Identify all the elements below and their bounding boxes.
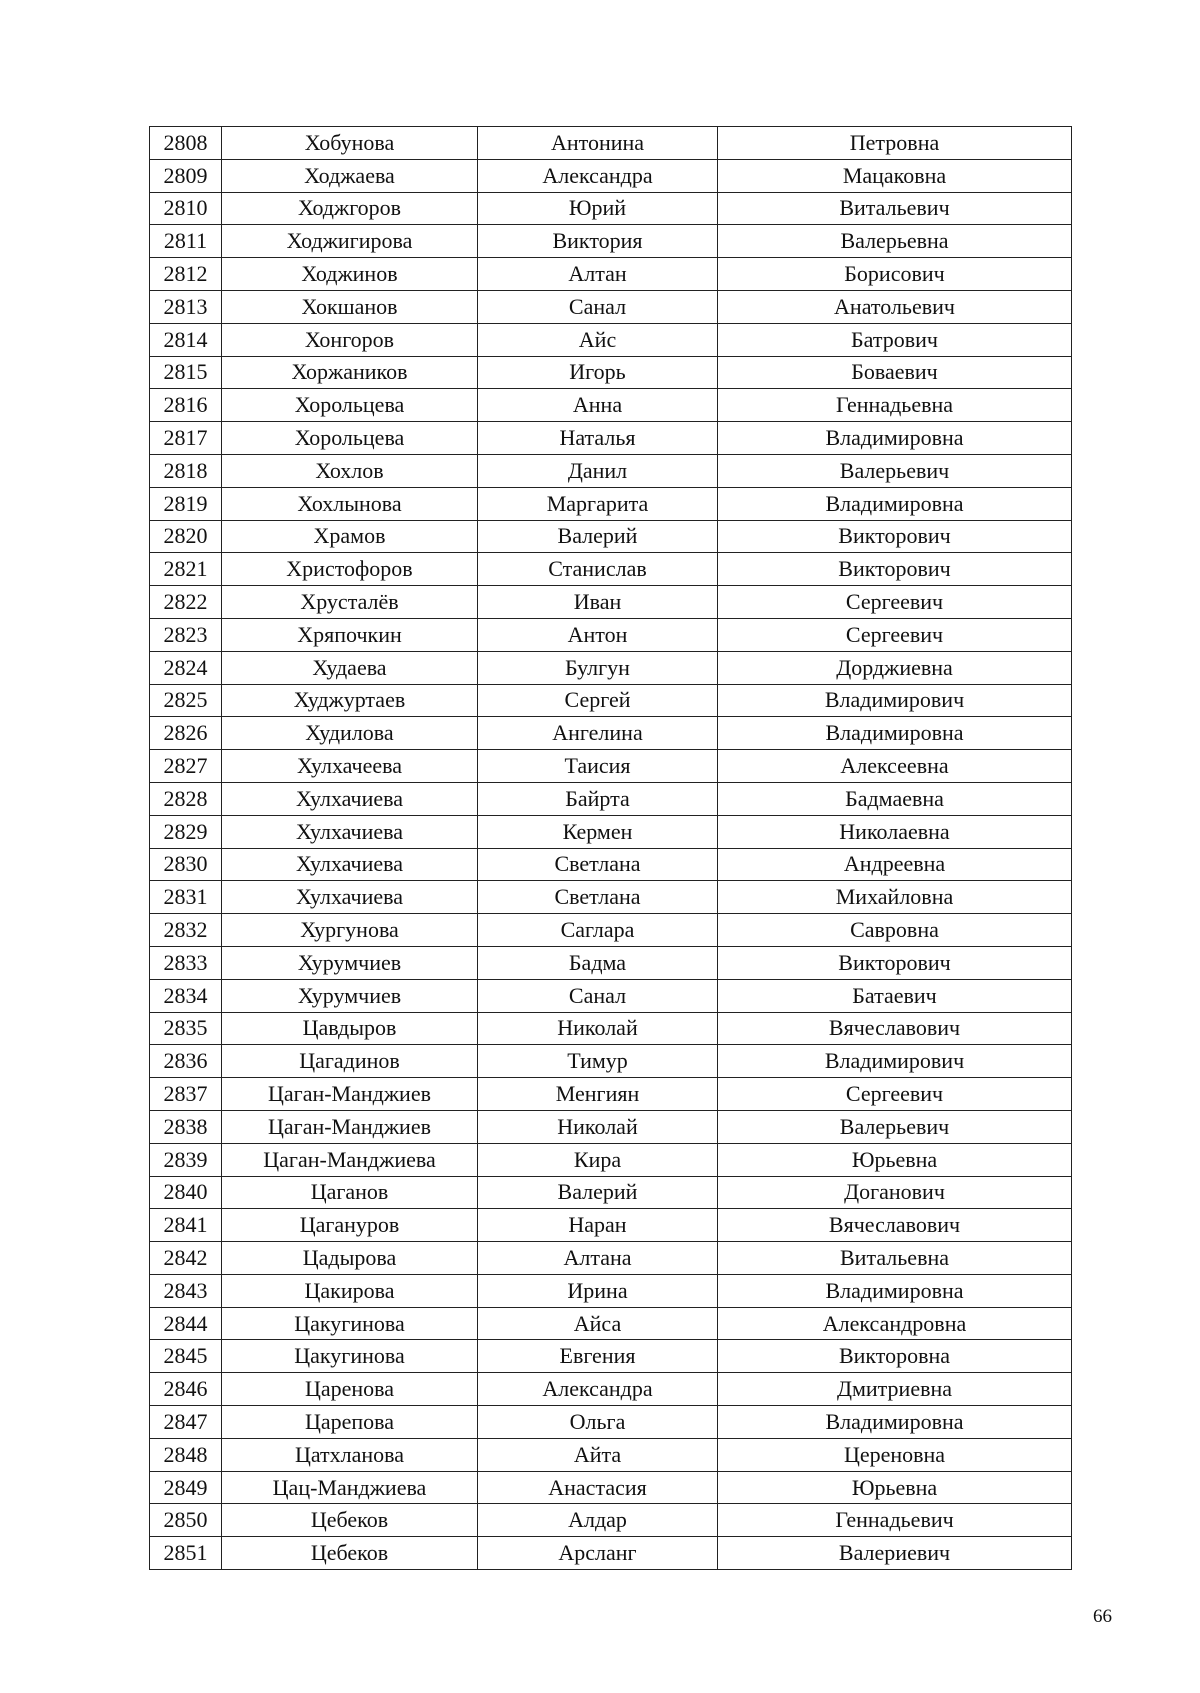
first-name-cell: Айта	[478, 1438, 718, 1471]
last-name-cell: Хулхачиева	[222, 782, 478, 815]
patronymic-cell: Михайловна	[718, 881, 1072, 914]
table-row	[150, 750, 1072, 783]
row-number-cell: 2839	[150, 1143, 222, 1176]
first-name-cell: Светлана	[478, 848, 718, 881]
row-number-cell: 2840	[150, 1176, 222, 1209]
last-name-cell: Цаганов	[222, 1176, 478, 1209]
patronymic-cell: Сергеевич	[718, 1078, 1072, 1111]
first-name-cell: Айса	[478, 1307, 718, 1340]
table-row	[150, 815, 1072, 848]
first-name-cell: Виктория	[478, 225, 718, 258]
patronymic-cell: Витальевна	[718, 1242, 1072, 1275]
table-row	[150, 1209, 1072, 1242]
first-name-cell: Маргарита	[478, 487, 718, 520]
first-name-cell: Наталья	[478, 422, 718, 455]
table-row	[150, 1504, 1072, 1537]
patronymic-cell: Юрьевна	[718, 1143, 1072, 1176]
table-row	[150, 454, 1072, 487]
row-number-cell: 2825	[150, 684, 222, 717]
table-row	[150, 586, 1072, 619]
last-name-cell: Цебеков	[222, 1504, 478, 1537]
table-row	[150, 422, 1072, 455]
patronymic-cell: Владимировна	[718, 487, 1072, 520]
row-number-cell: 2823	[150, 618, 222, 651]
last-name-cell: Христофоров	[222, 553, 478, 586]
row-number-cell: 2848	[150, 1438, 222, 1471]
table-row	[150, 979, 1072, 1012]
table-row	[150, 1373, 1072, 1406]
table-row	[150, 487, 1072, 520]
last-name-cell: Царенова	[222, 1373, 478, 1406]
first-name-cell: Анна	[478, 389, 718, 422]
last-name-cell: Хулхачиева	[222, 815, 478, 848]
row-number-cell: 2847	[150, 1406, 222, 1439]
last-name-cell: Худаева	[222, 651, 478, 684]
row-number-cell: 2824	[150, 651, 222, 684]
patronymic-cell: Владимировна	[718, 1274, 1072, 1307]
last-name-cell: Цакугинова	[222, 1307, 478, 1340]
row-number-cell: 2822	[150, 586, 222, 619]
first-name-cell: Байрта	[478, 782, 718, 815]
patronymic-cell: Валериевич	[718, 1537, 1072, 1570]
table-row	[150, 1110, 1072, 1143]
patronymic-cell: Юрьевна	[718, 1471, 1072, 1504]
row-number-cell: 2850	[150, 1504, 222, 1537]
table-row	[150, 881, 1072, 914]
patronymic-cell: Владимировна	[718, 422, 1072, 455]
first-name-cell: Кермен	[478, 815, 718, 848]
first-name-cell: Юрий	[478, 192, 718, 225]
table-row	[150, 159, 1072, 192]
last-name-cell: Ходжигирова	[222, 225, 478, 258]
patronymic-cell: Владимирович	[718, 1045, 1072, 1078]
row-number-cell: 2813	[150, 290, 222, 323]
patronymic-cell: Геннадьевич	[718, 1504, 1072, 1537]
last-name-cell: Цац-Манджиева	[222, 1471, 478, 1504]
patronymic-cell: Викторович	[718, 946, 1072, 979]
row-number-cell: 2844	[150, 1307, 222, 1340]
patronymic-cell: Валерьевич	[718, 1110, 1072, 1143]
first-name-cell: Бадма	[478, 946, 718, 979]
last-name-cell: Храмов	[222, 520, 478, 553]
last-name-cell: Хобунова	[222, 127, 478, 160]
row-number-cell: 2830	[150, 848, 222, 881]
table-row	[150, 258, 1072, 291]
patronymic-cell: Николаевна	[718, 815, 1072, 848]
last-name-cell: Хрусталёв	[222, 586, 478, 619]
row-number-cell: 2835	[150, 1012, 222, 1045]
table-row	[150, 848, 1072, 881]
last-name-cell: Цаган-Манджиев	[222, 1078, 478, 1111]
row-number-cell: 2811	[150, 225, 222, 258]
row-number-cell: 2829	[150, 815, 222, 848]
roster-table-body	[150, 127, 1072, 1570]
patronymic-cell: Бадмаевна	[718, 782, 1072, 815]
last-name-cell: Хулхачиева	[222, 881, 478, 914]
row-number-cell: 2845	[150, 1340, 222, 1373]
patronymic-cell: Вячеславович	[718, 1209, 1072, 1242]
row-number-cell: 2834	[150, 979, 222, 1012]
last-name-cell: Цагануров	[222, 1209, 478, 1242]
last-name-cell: Царепова	[222, 1406, 478, 1439]
last-name-cell: Хорольцева	[222, 422, 478, 455]
row-number-cell: 2821	[150, 553, 222, 586]
patronymic-cell: Дорджиевна	[718, 651, 1072, 684]
patronymic-cell: Андреевна	[718, 848, 1072, 881]
table-row	[150, 1242, 1072, 1275]
table-row	[150, 1438, 1072, 1471]
table-row	[150, 520, 1072, 553]
row-number-cell: 2828	[150, 782, 222, 815]
row-number-cell: 2817	[150, 422, 222, 455]
patronymic-cell: Савровна	[718, 914, 1072, 947]
table-row	[150, 1537, 1072, 1570]
table-row	[150, 356, 1072, 389]
row-number-cell: 2838	[150, 1110, 222, 1143]
patronymic-cell: Анатольевич	[718, 290, 1072, 323]
patronymic-cell: Сергеевич	[718, 586, 1072, 619]
last-name-cell: Хулхачеева	[222, 750, 478, 783]
last-name-cell: Хорольцева	[222, 389, 478, 422]
first-name-cell: Валерий	[478, 520, 718, 553]
last-name-cell: Цавдыров	[222, 1012, 478, 1045]
last-name-cell: Цадырова	[222, 1242, 478, 1275]
first-name-cell: Алтана	[478, 1242, 718, 1275]
first-name-cell: Санал	[478, 290, 718, 323]
table-row	[150, 553, 1072, 586]
table-row	[150, 1012, 1072, 1045]
row-number-cell: 2809	[150, 159, 222, 192]
row-number-cell: 2842	[150, 1242, 222, 1275]
first-name-cell: Данил	[478, 454, 718, 487]
row-number-cell: 2836	[150, 1045, 222, 1078]
first-name-cell: Таисия	[478, 750, 718, 783]
patronymic-cell: Боваевич	[718, 356, 1072, 389]
last-name-cell: Цакугинова	[222, 1340, 478, 1373]
row-number-cell: 2832	[150, 914, 222, 947]
last-name-cell: Худжуртаев	[222, 684, 478, 717]
table-row	[150, 225, 1072, 258]
first-name-cell: Анастасия	[478, 1471, 718, 1504]
patronymic-cell: Мацаковна	[718, 159, 1072, 192]
last-name-cell: Цаган-Манджиева	[222, 1143, 478, 1176]
table-row	[150, 1274, 1072, 1307]
table-row	[150, 914, 1072, 947]
table-row	[150, 1078, 1072, 1111]
row-number-cell: 2827	[150, 750, 222, 783]
roster-sheet	[149, 126, 1071, 1570]
row-number-cell: 2846	[150, 1373, 222, 1406]
patronymic-cell: Вячеславович	[718, 1012, 1072, 1045]
row-number-cell: 2818	[150, 454, 222, 487]
row-number-cell: 2841	[150, 1209, 222, 1242]
first-name-cell: Саглара	[478, 914, 718, 947]
last-name-cell: Худилова	[222, 717, 478, 750]
last-name-cell: Хряпочкин	[222, 618, 478, 651]
patronymic-cell: Цереновна	[718, 1438, 1072, 1471]
patronymic-cell: Сергеевич	[718, 618, 1072, 651]
patronymic-cell: Владимирович	[718, 684, 1072, 717]
page-number: 66	[1093, 1606, 1112, 1627]
patronymic-cell: Валерьевна	[718, 225, 1072, 258]
first-name-cell: Николай	[478, 1012, 718, 1045]
first-name-cell: Менгиян	[478, 1078, 718, 1111]
first-name-cell: Алдар	[478, 1504, 718, 1537]
patronymic-cell: Геннадьевна	[718, 389, 1072, 422]
first-name-cell: Айс	[478, 323, 718, 356]
table-row	[150, 946, 1072, 979]
row-number-cell: 2837	[150, 1078, 222, 1111]
first-name-cell: Евгения	[478, 1340, 718, 1373]
table-row	[150, 1045, 1072, 1078]
row-number-cell: 2815	[150, 356, 222, 389]
row-number-cell: 2833	[150, 946, 222, 979]
last-name-cell: Цатхланова	[222, 1438, 478, 1471]
row-number-cell: 2849	[150, 1471, 222, 1504]
first-name-cell: Валерий	[478, 1176, 718, 1209]
table-row	[150, 127, 1072, 160]
first-name-cell: Санал	[478, 979, 718, 1012]
last-name-cell: Цаган-Манджиев	[222, 1110, 478, 1143]
patronymic-cell: Владимировна	[718, 1406, 1072, 1439]
first-name-cell: Сергей	[478, 684, 718, 717]
last-name-cell: Ходжаева	[222, 159, 478, 192]
first-name-cell: Алтан	[478, 258, 718, 291]
last-name-cell: Хурумчиев	[222, 979, 478, 1012]
patronymic-cell: Батрович	[718, 323, 1072, 356]
first-name-cell: Арсланг	[478, 1537, 718, 1570]
first-name-cell: Игорь	[478, 356, 718, 389]
table-row	[150, 618, 1072, 651]
first-name-cell: Иван	[478, 586, 718, 619]
patronymic-cell: Валерьевич	[718, 454, 1072, 487]
first-name-cell: Ангелина	[478, 717, 718, 750]
row-number-cell: 2851	[150, 1537, 222, 1570]
patronymic-cell: Алексеевна	[718, 750, 1072, 783]
row-number-cell: 2831	[150, 881, 222, 914]
last-name-cell: Цебеков	[222, 1537, 478, 1570]
first-name-cell: Николай	[478, 1110, 718, 1143]
table-row	[150, 1471, 1072, 1504]
last-name-cell: Хулхачиева	[222, 848, 478, 881]
patronymic-cell: Александровна	[718, 1307, 1072, 1340]
patronymic-cell: Дмитриевна	[718, 1373, 1072, 1406]
last-name-cell: Цакирова	[222, 1274, 478, 1307]
first-name-cell: Станислав	[478, 553, 718, 586]
patronymic-cell: Батаевич	[718, 979, 1072, 1012]
patronymic-cell: Петровна	[718, 127, 1072, 160]
last-name-cell: Хокшанов	[222, 290, 478, 323]
table-row	[150, 782, 1072, 815]
table-row	[150, 1176, 1072, 1209]
last-name-cell: Хонгоров	[222, 323, 478, 356]
last-name-cell: Хурумчиев	[222, 946, 478, 979]
row-number-cell: 2826	[150, 717, 222, 750]
row-number-cell: 2820	[150, 520, 222, 553]
first-name-cell: Антон	[478, 618, 718, 651]
last-name-cell: Цагадинов	[222, 1045, 478, 1078]
table-row	[150, 1340, 1072, 1373]
table-row	[150, 1406, 1072, 1439]
patronymic-cell: Викторович	[718, 553, 1072, 586]
first-name-cell: Светлана	[478, 881, 718, 914]
row-number-cell: 2812	[150, 258, 222, 291]
patronymic-cell: Борисович	[718, 258, 1072, 291]
last-name-cell: Хохлов	[222, 454, 478, 487]
row-number-cell: 2843	[150, 1274, 222, 1307]
roster-table	[149, 126, 1072, 1570]
first-name-cell: Тимур	[478, 1045, 718, 1078]
table-row	[150, 1143, 1072, 1176]
first-name-cell: Кира	[478, 1143, 718, 1176]
last-name-cell: Ходжинов	[222, 258, 478, 291]
table-row	[150, 651, 1072, 684]
table-row	[150, 192, 1072, 225]
patronymic-cell: Витальевич	[718, 192, 1072, 225]
first-name-cell: Александра	[478, 159, 718, 192]
first-name-cell: Булгун	[478, 651, 718, 684]
row-number-cell: 2819	[150, 487, 222, 520]
row-number-cell: 2816	[150, 389, 222, 422]
table-row	[150, 1307, 1072, 1340]
first-name-cell: Ольга	[478, 1406, 718, 1439]
last-name-cell: Хоржаников	[222, 356, 478, 389]
row-number-cell: 2810	[150, 192, 222, 225]
last-name-cell: Хургунова	[222, 914, 478, 947]
table-row	[150, 684, 1072, 717]
table-row	[150, 290, 1072, 323]
table-row	[150, 389, 1072, 422]
patronymic-cell: Викторовна	[718, 1340, 1072, 1373]
patronymic-cell: Владимировна	[718, 717, 1072, 750]
last-name-cell: Хохлынова	[222, 487, 478, 520]
first-name-cell: Александра	[478, 1373, 718, 1406]
row-number-cell: 2808	[150, 127, 222, 160]
first-name-cell: Наран	[478, 1209, 718, 1242]
row-number-cell: 2814	[150, 323, 222, 356]
first-name-cell: Ирина	[478, 1274, 718, 1307]
last-name-cell: Ходжгоров	[222, 192, 478, 225]
table-row	[150, 323, 1072, 356]
patronymic-cell: Доганович	[718, 1176, 1072, 1209]
patronymic-cell: Викторович	[718, 520, 1072, 553]
first-name-cell: Антонина	[478, 127, 718, 160]
table-row	[150, 717, 1072, 750]
